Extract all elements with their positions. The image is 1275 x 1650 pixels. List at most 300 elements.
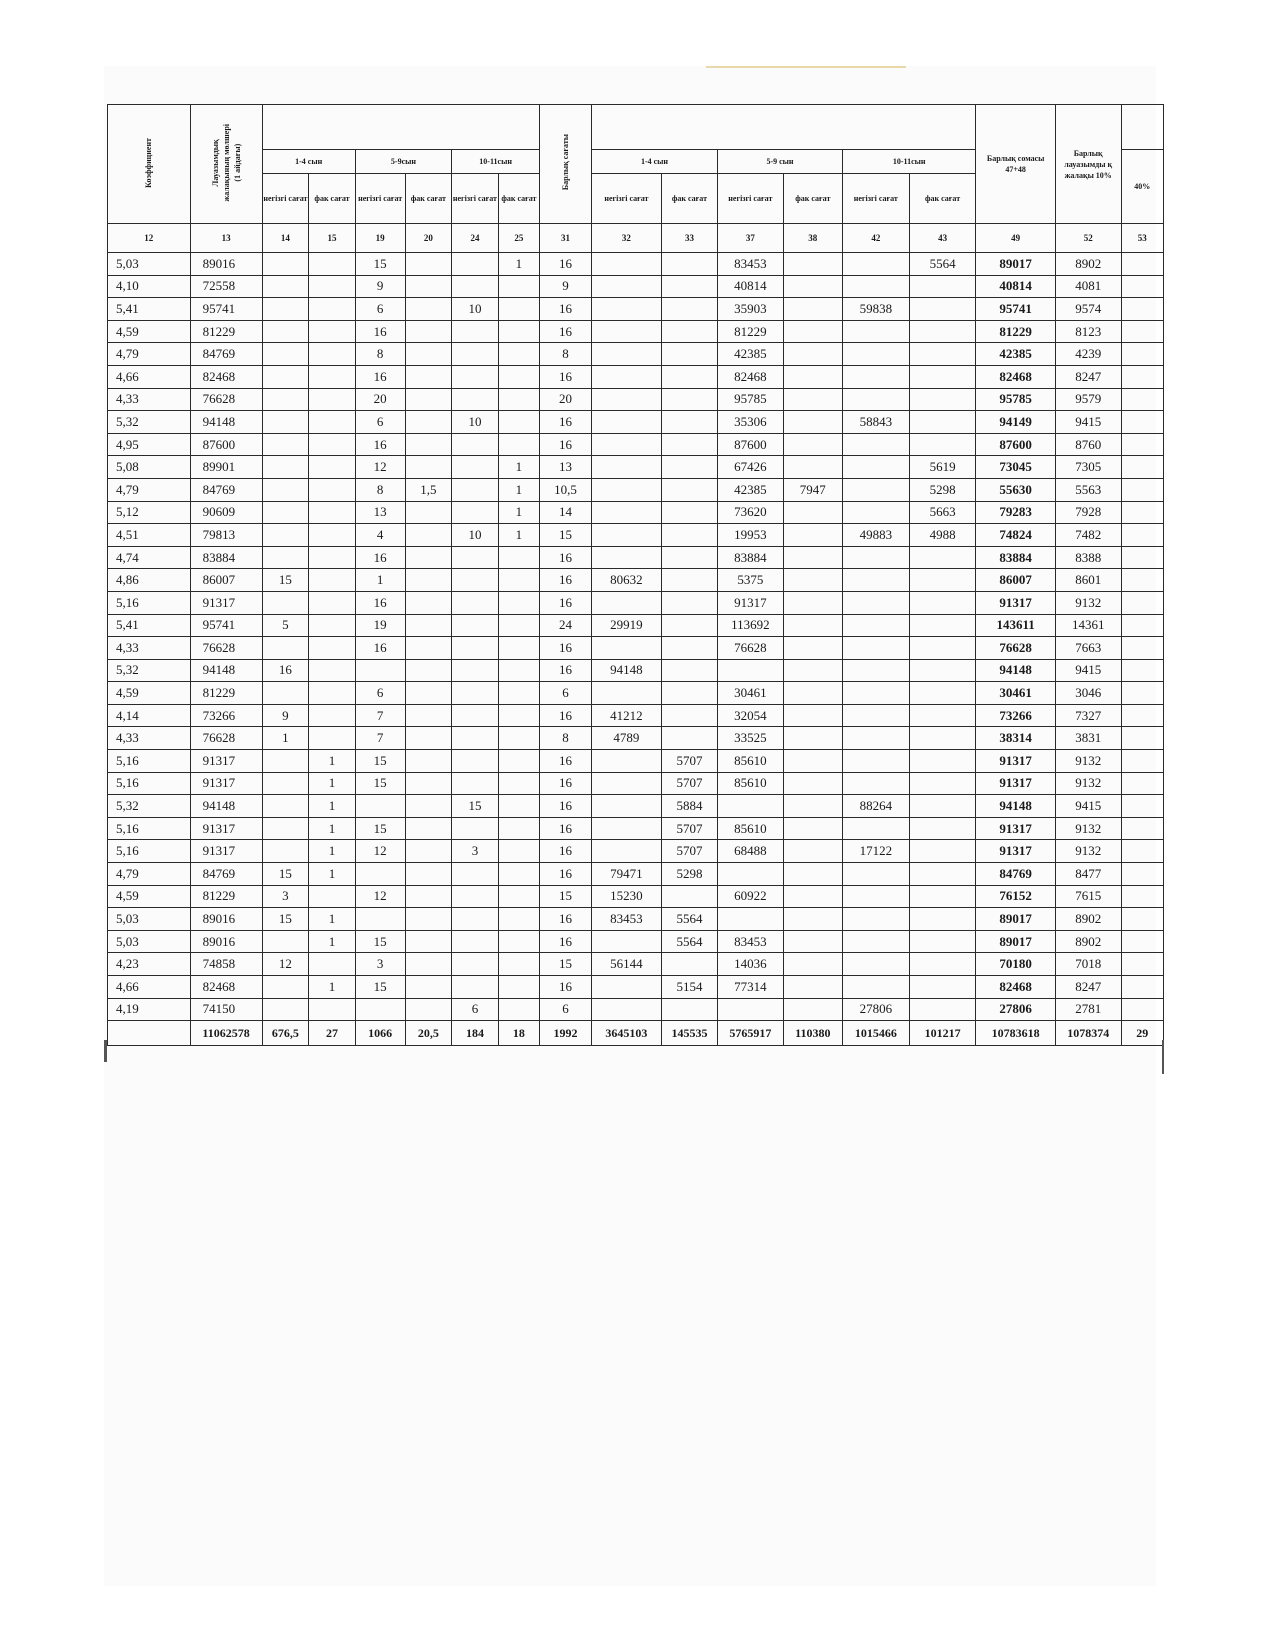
total-cell: 29 xyxy=(1121,1021,1163,1046)
table-cell: 9132 xyxy=(1055,591,1121,614)
header-main-3: негізгі сағат xyxy=(452,174,499,224)
table-cell: 7482 xyxy=(1055,524,1121,547)
table-cell xyxy=(909,659,976,682)
table-cell xyxy=(661,637,717,660)
table-cell xyxy=(909,343,976,366)
table-cell: 16 xyxy=(540,298,592,321)
table-cell: 95741 xyxy=(190,298,262,321)
table-cell xyxy=(1121,343,1163,366)
table-cell: 9132 xyxy=(1055,772,1121,795)
table-cell xyxy=(262,456,309,479)
table-cell xyxy=(309,411,356,434)
table-cell xyxy=(909,863,976,886)
table-cell xyxy=(498,343,539,366)
table-cell: 89016 xyxy=(190,908,262,931)
table-cell: 73620 xyxy=(718,501,784,524)
table-cell xyxy=(309,659,356,682)
table-cell: 1 xyxy=(498,524,539,547)
table-cell xyxy=(909,840,976,863)
table-cell: 40814 xyxy=(718,275,784,298)
table-cell: 7928 xyxy=(1055,501,1121,524)
table-cell xyxy=(309,388,356,411)
table-cell xyxy=(783,275,842,298)
table-cell xyxy=(262,433,309,456)
table-cell xyxy=(591,253,661,276)
header-total-hours: Барлық сағаты xyxy=(540,105,592,224)
table-cell: 5,16 xyxy=(108,591,191,614)
table-cell xyxy=(1121,365,1163,388)
table-cell: 16 xyxy=(540,320,592,343)
table-cell xyxy=(842,478,909,501)
table-cell: 5619 xyxy=(909,456,976,479)
table-cell: 9574 xyxy=(1055,298,1121,321)
table-cell xyxy=(498,275,539,298)
table-cell: 84769 xyxy=(976,863,1055,886)
table-cell xyxy=(498,365,539,388)
table-cell xyxy=(498,908,539,931)
table-cell: 16 xyxy=(540,433,592,456)
table-cell xyxy=(842,546,909,569)
table-cell xyxy=(355,863,405,886)
table-cell xyxy=(262,365,309,388)
table-cell: 56144 xyxy=(591,953,661,976)
table-cell: 8902 xyxy=(1055,908,1121,931)
table-cell xyxy=(591,840,661,863)
table-cell: 15 xyxy=(540,885,592,908)
table-cell: 7615 xyxy=(1055,885,1121,908)
table-cell xyxy=(309,591,356,614)
table-cell: 143611 xyxy=(976,614,1055,637)
table-cell: 15 xyxy=(355,817,405,840)
table-cell: 5,16 xyxy=(108,772,191,795)
table-cell xyxy=(498,659,539,682)
table-cell xyxy=(405,840,452,863)
table-cell xyxy=(452,976,499,999)
table-cell xyxy=(909,546,976,569)
table-cell xyxy=(783,885,842,908)
table-cell: 6 xyxy=(540,682,592,705)
table-cell xyxy=(405,682,452,705)
table-cell: 19953 xyxy=(718,524,784,547)
table-cell xyxy=(909,727,976,750)
table-cell xyxy=(1121,478,1163,501)
col-number: 53 xyxy=(1121,224,1163,253)
table-cell xyxy=(1121,569,1163,592)
table-cell: 82468 xyxy=(718,365,784,388)
table-cell xyxy=(1121,659,1163,682)
table-cell xyxy=(842,614,909,637)
table-cell: 4,95 xyxy=(108,433,191,456)
table-cell: 16 xyxy=(540,930,592,953)
table-cell xyxy=(591,976,661,999)
table-cell xyxy=(1121,727,1163,750)
table-cell xyxy=(405,998,452,1021)
payroll-table xyxy=(107,104,1164,1046)
table-cell xyxy=(783,456,842,479)
table-cell: 3 xyxy=(262,885,309,908)
table-cell: 5375 xyxy=(718,569,784,592)
table-cell xyxy=(591,998,661,1021)
table-cell: 16 xyxy=(540,546,592,569)
table-cell: 8902 xyxy=(1055,930,1121,953)
table-cell xyxy=(1121,501,1163,524)
table-cell xyxy=(591,524,661,547)
table-cell: 4,33 xyxy=(108,388,191,411)
table-cell xyxy=(452,433,499,456)
table-cell xyxy=(309,456,356,479)
table-cell: 16 xyxy=(540,659,592,682)
table-cell xyxy=(909,320,976,343)
header-extra-3: фак сағат xyxy=(498,174,539,224)
table-cell xyxy=(405,275,452,298)
table-cell: 13 xyxy=(540,456,592,479)
table-cell: 8601 xyxy=(1055,569,1121,592)
col-number: 12 xyxy=(108,224,191,253)
table-cell: 2781 xyxy=(1055,998,1121,1021)
table-cell xyxy=(309,275,356,298)
table-row xyxy=(108,840,1164,863)
table-body xyxy=(108,253,1164,1021)
table-cell xyxy=(405,524,452,547)
table-cell xyxy=(262,478,309,501)
table-cell: 81229 xyxy=(976,320,1055,343)
table-cell xyxy=(498,840,539,863)
table-cell xyxy=(909,998,976,1021)
table-cell xyxy=(262,343,309,366)
table-cell: 13 xyxy=(355,501,405,524)
table-cell: 5884 xyxy=(661,795,717,818)
table-cell: 5,03 xyxy=(108,930,191,953)
table-cell: 3 xyxy=(355,953,405,976)
table-cell: 5707 xyxy=(661,750,717,773)
table-cell xyxy=(718,908,784,931)
table-cell: 20 xyxy=(540,388,592,411)
table-cell: 16 xyxy=(540,750,592,773)
table-cell: 4789 xyxy=(591,727,661,750)
table-cell xyxy=(661,614,717,637)
table-cell xyxy=(405,320,452,343)
table-cell: 16 xyxy=(355,365,405,388)
table-cell: 1 xyxy=(309,795,356,818)
table-cell xyxy=(783,682,842,705)
table-cell: 4,79 xyxy=(108,343,191,366)
table-row xyxy=(108,433,1164,456)
total-cell: 20,5 xyxy=(405,1021,452,1046)
col-number: 31 xyxy=(540,224,592,253)
header-pct40: 40% xyxy=(1121,150,1163,224)
col-number: 42 xyxy=(842,224,909,253)
table-cell: 35903 xyxy=(718,298,784,321)
table-cell xyxy=(309,343,356,366)
table-cell xyxy=(1121,682,1163,705)
table-row xyxy=(108,704,1164,727)
table-cell: 16 xyxy=(355,546,405,569)
table-cell xyxy=(783,750,842,773)
table-cell xyxy=(842,501,909,524)
table-cell xyxy=(262,930,309,953)
table-cell xyxy=(1121,840,1163,863)
table-cell xyxy=(661,659,717,682)
table-cell: 91317 xyxy=(976,840,1055,863)
table-cell: 1 xyxy=(498,478,539,501)
table-cell: 5,32 xyxy=(108,659,191,682)
table-cell xyxy=(661,885,717,908)
table-cell: 16 xyxy=(540,365,592,388)
table-cell xyxy=(591,388,661,411)
table-cell xyxy=(405,795,452,818)
table-cell: 85610 xyxy=(718,817,784,840)
table-cell: 32054 xyxy=(718,704,784,727)
table-cell xyxy=(498,614,539,637)
total-cell: 1066 xyxy=(355,1021,405,1046)
table-cell xyxy=(1121,863,1163,886)
table-cell xyxy=(842,591,909,614)
table-cell xyxy=(498,637,539,660)
table-cell xyxy=(309,298,356,321)
table-cell: 12 xyxy=(355,840,405,863)
table-cell: 24 xyxy=(540,614,592,637)
col-number: 38 xyxy=(783,224,842,253)
table-cell: 4,86 xyxy=(108,569,191,592)
table-cell: 15 xyxy=(262,908,309,931)
table-cell xyxy=(842,953,909,976)
table-cell xyxy=(1121,433,1163,456)
header-grade-5-9-b: 5-9 сын xyxy=(718,150,843,174)
table-cell: 4988 xyxy=(909,524,976,547)
total-cell: 184 xyxy=(452,1021,499,1046)
table-cell: 76152 xyxy=(976,885,1055,908)
table-cell: 9 xyxy=(262,704,309,727)
table-cell xyxy=(405,411,452,434)
table-cell xyxy=(405,614,452,637)
table-cell: 91317 xyxy=(190,817,262,840)
table-cell xyxy=(309,953,356,976)
header-extra-5: фак сағат xyxy=(783,174,842,224)
table-cell: 16 xyxy=(540,253,592,276)
table-cell: 10 xyxy=(452,411,499,434)
table-cell xyxy=(1121,885,1163,908)
table-cell xyxy=(783,908,842,931)
table-cell xyxy=(498,795,539,818)
table-cell xyxy=(262,772,309,795)
header-grade-10-11-b: 10-11сын xyxy=(842,150,976,174)
table-cell: 3 xyxy=(452,840,499,863)
total-cell: 110380 xyxy=(783,1021,842,1046)
table-cell xyxy=(498,863,539,886)
table-cell xyxy=(783,998,842,1021)
table-cell: 20 xyxy=(355,388,405,411)
table-cell xyxy=(1121,817,1163,840)
table-cell: 10,5 xyxy=(540,478,592,501)
table-cell: 8 xyxy=(355,478,405,501)
table-cell xyxy=(661,524,717,547)
table-cell: 1 xyxy=(309,772,356,795)
table-row xyxy=(108,546,1164,569)
total-cell: 101217 xyxy=(909,1021,976,1046)
table-cell xyxy=(309,727,356,750)
table-cell: 83453 xyxy=(591,908,661,931)
table-cell: 74150 xyxy=(190,998,262,1021)
header-extra-6: фак сағат xyxy=(909,174,976,224)
table-cell xyxy=(842,704,909,727)
header-main-1: негізгі сағат xyxy=(262,174,309,224)
table-cell: 14 xyxy=(540,501,592,524)
table-cell: 5,08 xyxy=(108,456,191,479)
page-edge-mark xyxy=(706,66,906,68)
table-cell: 3831 xyxy=(1055,727,1121,750)
table-cell: 16 xyxy=(540,411,592,434)
table-cell: 87600 xyxy=(190,433,262,456)
table-cell xyxy=(783,953,842,976)
table-cell xyxy=(405,343,452,366)
table-cell: 86007 xyxy=(976,569,1055,592)
table-cell: 15230 xyxy=(591,885,661,908)
table-cell xyxy=(405,727,452,750)
table-cell: 87600 xyxy=(718,433,784,456)
table-cell xyxy=(405,908,452,931)
table-cell xyxy=(405,637,452,660)
table-cell xyxy=(452,704,499,727)
table-cell: 30461 xyxy=(976,682,1055,705)
table-cell: 91317 xyxy=(190,772,262,795)
table-cell xyxy=(591,456,661,479)
table-row xyxy=(108,365,1164,388)
table-cell: 15 xyxy=(355,976,405,999)
table-cell: 9415 xyxy=(1055,795,1121,818)
table-cell: 19 xyxy=(355,614,405,637)
table-cell xyxy=(262,501,309,524)
table-cell xyxy=(591,433,661,456)
table-cell xyxy=(783,298,842,321)
table-cell xyxy=(309,524,356,547)
table-cell xyxy=(452,637,499,660)
table-cell xyxy=(661,253,717,276)
table-cell xyxy=(452,569,499,592)
scan-edge-mark-left xyxy=(104,1040,107,1062)
table-cell xyxy=(909,591,976,614)
table-cell xyxy=(909,817,976,840)
table-cell xyxy=(909,750,976,773)
table-row xyxy=(108,343,1164,366)
table-row xyxy=(108,320,1164,343)
table-cell xyxy=(842,772,909,795)
table-cell: 8902 xyxy=(1055,253,1121,276)
table-cell xyxy=(452,750,499,773)
table-cell xyxy=(262,840,309,863)
table-row xyxy=(108,524,1164,547)
table-cell xyxy=(909,298,976,321)
col-number: 20 xyxy=(405,224,452,253)
table-cell xyxy=(498,704,539,727)
table-cell xyxy=(309,365,356,388)
total-cell: 10783618 xyxy=(976,1021,1055,1046)
table-cell: 89017 xyxy=(976,908,1055,931)
table-cell xyxy=(405,501,452,524)
table-cell xyxy=(783,930,842,953)
table-cell xyxy=(262,546,309,569)
table-cell: 17122 xyxy=(842,840,909,863)
table-cell: 81229 xyxy=(718,320,784,343)
table-cell: 1 xyxy=(309,817,356,840)
table-cell: 5663 xyxy=(909,501,976,524)
table-cell: 82468 xyxy=(976,976,1055,999)
header-koef: Коэффициент xyxy=(108,105,191,224)
table-cell xyxy=(909,388,976,411)
table-cell xyxy=(783,772,842,795)
col-number: 43 xyxy=(909,224,976,253)
table-cell: 16 xyxy=(540,637,592,660)
table-cell: 4081 xyxy=(1055,275,1121,298)
table-cell: 42385 xyxy=(718,343,784,366)
table-cell: 4,14 xyxy=(108,704,191,727)
table-cell xyxy=(1121,253,1163,276)
table-cell: 1 xyxy=(309,908,356,931)
table-cell xyxy=(405,930,452,953)
header-main-4: негізгі сағат xyxy=(591,174,661,224)
table-cell xyxy=(1121,298,1163,321)
table-cell: 6 xyxy=(355,298,405,321)
table-cell xyxy=(309,885,356,908)
table-cell: 82468 xyxy=(190,976,262,999)
table-cell: 42385 xyxy=(976,343,1055,366)
table-cell xyxy=(498,976,539,999)
table-cell xyxy=(498,591,539,614)
header-main-5: негізгі сағат xyxy=(718,174,784,224)
col-number: 33 xyxy=(661,224,717,253)
table-cell xyxy=(591,298,661,321)
table-cell: 83884 xyxy=(718,546,784,569)
table-cell: 8 xyxy=(355,343,405,366)
table-cell: 74824 xyxy=(976,524,1055,547)
table-cell: 16 xyxy=(540,840,592,863)
table-cell xyxy=(1121,320,1163,343)
table-row xyxy=(108,253,1164,276)
table-cell: 15 xyxy=(355,772,405,795)
table-cell: 16 xyxy=(540,817,592,840)
table-cell: 8388 xyxy=(1055,546,1121,569)
table-cell xyxy=(909,885,976,908)
table-cell: 5,16 xyxy=(108,750,191,773)
table-cell: 7305 xyxy=(1055,456,1121,479)
table-cell: 16 xyxy=(355,433,405,456)
table-cell xyxy=(262,817,309,840)
table-cell: 42385 xyxy=(718,478,784,501)
table-cell: 12 xyxy=(355,885,405,908)
total-cell: 1992 xyxy=(540,1021,592,1046)
table-cell: 4,19 xyxy=(108,998,191,1021)
table-cell xyxy=(452,456,499,479)
table-cell xyxy=(262,411,309,434)
table-cell xyxy=(498,320,539,343)
table-cell xyxy=(591,637,661,660)
table-cell xyxy=(909,365,976,388)
table-cell xyxy=(309,546,356,569)
table-cell xyxy=(909,275,976,298)
table-cell xyxy=(405,976,452,999)
table-cell xyxy=(783,614,842,637)
table-cell xyxy=(783,433,842,456)
table-cell: 83884 xyxy=(976,546,1055,569)
table-cell: 7 xyxy=(355,727,405,750)
table-cell xyxy=(661,343,717,366)
table-cell: 12 xyxy=(355,456,405,479)
table-cell xyxy=(661,998,717,1021)
table-cell xyxy=(661,727,717,750)
table-cell xyxy=(498,298,539,321)
table-cell: 5,03 xyxy=(108,908,191,931)
table-cell xyxy=(909,569,976,592)
table-cell: 58843 xyxy=(842,411,909,434)
